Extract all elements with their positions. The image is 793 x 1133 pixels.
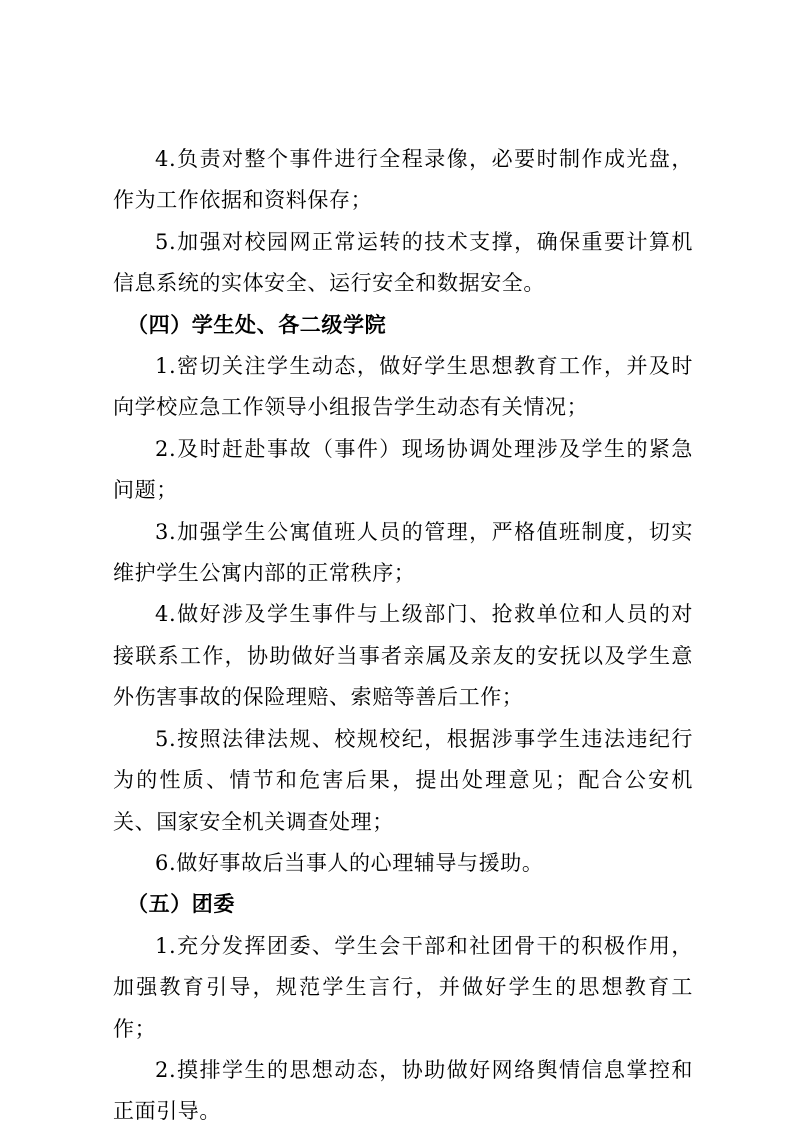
item-5-network: 5.加强对校园网正常运转的技术支撑，确保重要计算机信息系统的实体安全、运行安全和数据安全。 [113,229,693,296]
item-1-student-dynamics: 1.密切关注学生动态，做好学生思想教育工作，并及时向学校应急工作领导小组报告学生动态有关情况； [113,354,693,420]
item-1-league: 1.充分发挥团委、学生会干部和社团骨干的积极作用，加强教育引导，规范学生言行，并做好学生的思想教育工作； [113,933,693,1041]
item-5-discipline: 5.按照法律法规、校规校纪，根据涉事学生违法违纪行为的性质、情节和危害后果，提出处理意见；配合公安机关、国家安全机关调查处理； [113,726,693,834]
item-4-recording: 4.负责对整个事件进行全程录像，必要时制作成光盘，作为工作依据和资料保存； [113,147,693,213]
item-3-dorm: 3.加强学生公寓值班人员的管理，严格值班制度，切实维护学生公寓内部的正常秩序； [113,519,693,586]
item-2-opinion: 2.摸排学生的思想动态，协助做好网络舆情信息掌控和正面引导。 [113,1057,693,1124]
item-2-scene: 2.及时赶赴事故（事件）现场协调处理涉及学生的紧急问题； [113,436,693,503]
section-4-heading: （四）学生处、各二级学院 [127,312,387,337]
item-6-counseling: 6.做好事故后当事人的心理辅导与援助。 [155,850,544,875]
item-4-liaison: 4.做好涉及学生事件与上级部门、抢救单位和人员的对接联系工作，协助做好当事者亲属及亲友的安抚以及学生意外伤害事故的保险理赔、索赔等善后工作； [113,602,693,710]
section-5-heading: （五）团委 [127,892,235,917]
document-body [113,139,693,1133]
